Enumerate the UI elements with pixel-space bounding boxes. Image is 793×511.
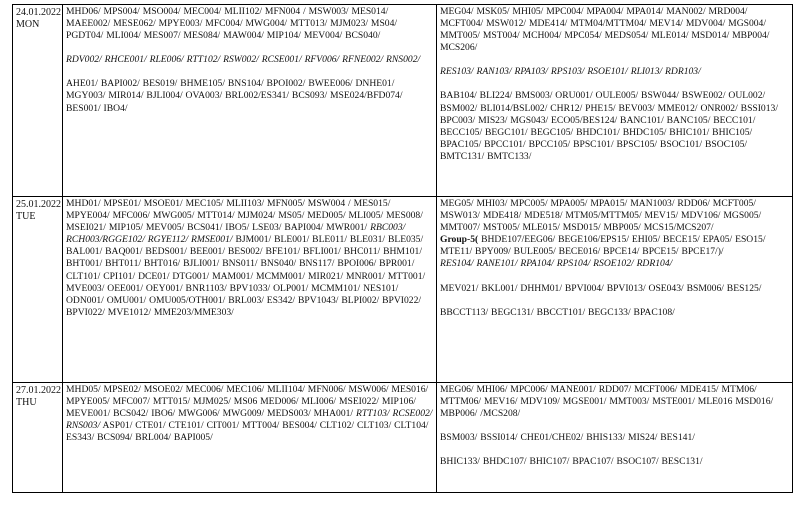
schedule-table — [12, 4, 793, 493]
course-codes-cell — [437, 197, 793, 383]
weekday: MON — [16, 18, 40, 30]
course-codes-cell — [437, 383, 793, 493]
course-codes: BSM003/ BSSI014/ CHE01/CHE02/ BHIS133/ MIS24/ BES141/ — [440, 432, 695, 444]
course-codes-text: MHD01/ MPSE01/ MSOE01/ MEC105/ MLII103/ MFN005/ MSW004 / MES015/ MPYE004/ MFC006/ MWG005/ MTT014/ MJM024/ MS05/ MED005/ MLI005/ MES008/ MSEI021/ MIP105/ MEV005/ BCS041/ IBO5/ LSE03/ BAPI004/ MWR001/ — [66, 198, 423, 234]
course-codes-cell — [63, 197, 437, 383]
course-codes-text: ASP01/ CTE01/ CTE101/ CIT001/ MTT004/ BES004/ CLT102/ CLT103/ CLT104/ ES343/ BCS094/ BRL004/ BAPI005/ — [66, 420, 429, 444]
group-label: Group-5( — [440, 234, 479, 246]
course-codes-cell — [437, 5, 793, 197]
course-codes-italic: RDV002/ RHCE001/ RLE006/ RTT102/ RSW002/ RCSE001/ RFV006/ RFNE002/ RNS002/ — [66, 54, 421, 66]
course-codes: BHIC133/ BHDC107/ BHIC107/ BPAC107/ BSOC107/ BESC131/ — [440, 456, 703, 468]
date: 25.01.2022 — [16, 199, 61, 210]
course-codes — [66, 198, 433, 319]
course-codes-italic: RBC003/ RCH003/RGGE102/ RGYE112/ RMSE001/ — [66, 222, 406, 246]
course-codes-text: MHD05/ MPSE02/ MSOE02/ MEC006/ MEC106/ MLII104/ MFN006/ MSW006/ MES016/ MPYE005/ MFC007/ MTT015/ MJM025/ MS06 MED006/ MLI006/ MSEI022/ MIP106/ MEVE001/ BCS042/ IBO6/ MWG006/ MWG009/ MEDS003/ MHA001/ — [66, 384, 429, 420]
date-cell — [13, 197, 63, 383]
date-cell — [13, 5, 63, 197]
course-codes: AHE01/ BAPI002/ BES019/ BHME105/ BNS104/ BPOI002/ BWEE006/ DNHE01/ MGY003/ MIR014/ BJLI004/ OVA003/ BRL002/ES341/ BCS093/ MSE024/BFD074/ BES001/ IBO4/ — [66, 78, 403, 114]
course-codes: BAB104/ BLI224/ BMS003/ ORU001/ OULE005/ BSW044/ BSWE002/ OUL002/ BSM002/ BLI014/BSL002/ CHR12/ PHE15/ BEV003/ MME012/ ONR002/ BSSI013/ BPC003/ MIS23/ MGS043/ ECO05/BES124/ BANC101/ BANC105/ BECC101/ BECC105/ BEGC101/ BEGC105/ BHDC101/ BHDC105/ BHIC101/ BHIC105/ BPAC105/ BPCC101/ BPCC105/ BPSC101/ BPSC105/ BSOC101/ BSOC105/ BMTC131/ BMTC133/ — [440, 90, 778, 162]
course-codes: BBCCT113/ BEGC131/ BBCCT101/ BEGC133/ BPAC108/ — [440, 306, 675, 318]
table-row — [13, 5, 793, 197]
group-codes-text: BHDE107/EEG06/ BEGE106/EPS15/ EHI05/ BECE15/ EPA05/ ESO15/ MTE11/ BPY009/ BULE005/ BECE016/ BPCE14/ BPCE15/ BPCE17/)/ — [440, 234, 766, 258]
weekday: TUE — [16, 210, 36, 222]
weekday: THU — [16, 396, 37, 408]
course-codes: MHD06/ MPS004/ MSO004/ MEC004/ MLII102/ MFN004 / MSW003/ MES014/ MAEE002/ MESE062/ MPYE003/ MFC004/ MWG004/ MTT013/ MJM023/ MS04/ PGDT04/ MLI004/ MES007/ MES084/ MAW004/ MIP104/ MEV004/ BCS040/ — [66, 6, 398, 42]
exam-schedule — [12, 4, 783, 493]
course-codes — [66, 384, 433, 444]
course-codes-text: BJM001/ BLE001/ BLE011/ BLE031/ BLE035/ BAL001/ BAQ001/ BEDS001/ BEE001/ BES002/ BFE101/ BFLI001/ BHC011/ BHM101/ BHT001/ BHT011/ BHT016/ BJLI001/ BNS011/ BNS040/ BNS117/ BPOI006/ BPR001/ CLT101/ CPI101/ DCE01/ DTG001/ MAM001/ MCMM001/ MIR021/ MNR001/ MTT001/ MVE003/ OEE001/ OEY001/ BNR1103/ BPV1033/ OLP001/ MCMM101/ NES101/ ODN001/ OMU001/ OMU005/OTH001/ BRL003/ ES342/ BPV1043/ BLPI002/ BPVI022/ BPVI022/ MVE1012/ MME203/MME303/ — [66, 234, 426, 318]
course-codes: MEG04/ MSK05/ MHI05/ MPC004/ MPA004/ MPA014/ MAN002/ MRD004/ MCFT004/ MSW012/ MDE414/ MTM04/MTTM04/ MEV14/ MDV004/ MGS004/ MMT005/ MST004/ MCH004/ MPC054/ MEDS054/ MLE014/ MSD014/ MBP004/ MCS206/ — [440, 6, 770, 54]
course-codes: MEG06/ MHI06/ MPC006/ MANE001/ RDD07/ MCFT006/ MDE415/ MTM06/ MTTM06/ MEV16/ MDV109/ MGSE001/ MMT003/ MSTE001/ MLE016 MSD016/ MBP006/ /MCS208/ — [440, 384, 774, 420]
course-codes-cell — [63, 5, 437, 197]
course-codes-italic: RES103/ RAN103/ RPA103/ RPS103/ RSOE101/ RLI013/ RDR103/ — [440, 66, 701, 78]
table-row — [13, 383, 793, 493]
date: 27.01.2022 — [16, 385, 61, 396]
table-row — [13, 197, 793, 383]
course-codes-cell — [63, 383, 437, 493]
group-codes — [440, 234, 789, 258]
course-codes: MEV021/ BKL001/ DHHM01/ BPVI004/ BPVI013/ OSE043/ BSM006/ BES125/ — [440, 282, 762, 294]
date: 24.01.2022 — [16, 7, 61, 18]
date-cell — [13, 383, 63, 493]
course-codes: MEG05/ MHI03/ MPC005/ MPA005/ MPA015/ MAN1003/ RDD06/ MCFT005/ MSW013/ MDE418/ MDE518/ MTM05/MTTM05/ MEV15/ MDV106/ MGS005/ MMT007/ MST005/ MLE015/ MSD015/ MBP005/ MCS15/MCS207/ — [440, 198, 762, 234]
course-codes-italic: RES104/ RANE101/ RPA104/ RPS104/ RSOE102/ RDR104/ — [440, 258, 673, 270]
course-codes-italic: RTT103/ RCSE002/ RNS003/ — [66, 408, 433, 432]
